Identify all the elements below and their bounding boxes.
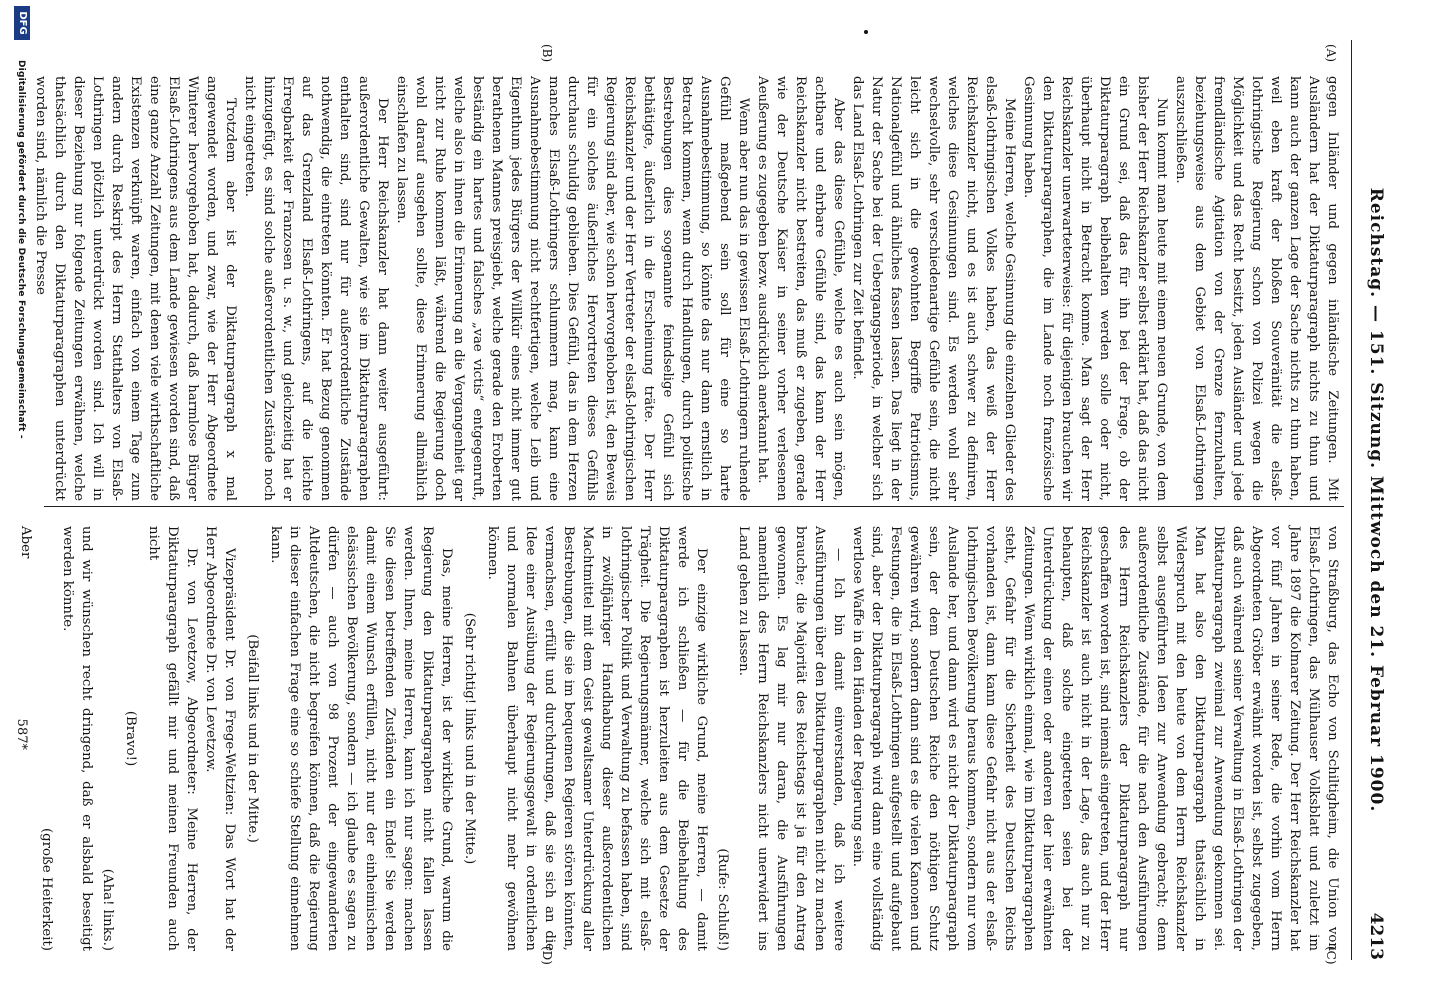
margin-marker-b: (B) xyxy=(540,44,554,63)
paragraph: von Straßburg, das Echo von Schiltigheim, die Union von Elsaß-Lothringen, das Mülhauser Volksblatt und zuletzt im Jahre 1897 die Kolmarer Zeitung. Der Herr Reichskanzler hat vor fünf Jahren in seiner Rede, die vorhin vom Herrn Abgeordneten Gröber erwähnt worden ist, selbst zugegeben, daß auch während seiner Verwaltung in Elsaß-Lothringen der Diktaturparagraph zweimal zur Anwendung gekommen sei. Man hat also den Diktaturparagraph thatsächlich in Widerspruch mit den heute von dem Herrn Reichskanzler selbst ausgeführten Ideen zur Anwendung gebracht; denn außerordentliche Zustände, für die nach den Ausführungen des Herrn Reichskanzlers der Diktaturparagraph nur geschaffen worden ist, sind niemals eingetreten, und der Herr Reichskanzler ist auch nicht in der Lage, das auch nur zu behaupten, daß solche eingetreten seien bei der Unterdrückung der einen oder anderen der hier erwähnten Zeitungen. Wenn wirklich einmal, wie im Diktaturparagraphen steht, Gefahr für die Sicherheit des Deutschen Reichs vorhanden ist, dann kann diese Gefahr nicht aus der elsaß-lothringischen Bevölkerung heraus kommen, sondern nur vom Auslande her, und dann wird es nicht der Diktaturparagraph sein, der dem Deutschen Reiche den nöthigen Schutz gewähren wird, sondern dann sind es die vielen Kanonen und Festungen, die in Elsaß-Lothringen aufgestellt und aufgebaut sind, aber der Diktaturparagraph wird dann eine vollständig wertlose Waffe in den Händen der Regierung sein. xyxy=(850,526,1340,951)
paragraph: (große Heiterkeit) xyxy=(39,827,54,951)
paragraph: — Ich bin damit einverstanden, daß ich weitere Ausführungen über den Diktaturparagraphen nicht zu machen brauche; die Majorität des Reichstags ist ja für den Antrag gewonnen. Es lag mir nur daran, die Ausführungen namentlich des Herrn Reichskanzlers nicht unerwidert ins Land gehen zu lassen. xyxy=(736,526,846,951)
paragraph: Das, meine Herren, ist der wirkliche Grund, warum die Regierung den Diktaturparagraphen nicht fallen lassen werden. Ihnen, meine Herren, kann ich nur sagen: machen Sie diesen betreffenden Zuständen ein Ende! Sie werden damit einem Wunsch erfüllen, nicht nur der einheimischen elsässischen Bevölkerung, sondern — ich glaube es sagen zu dürfen — auch von 98 Prozent der eingewanderten Altdeutschen, die nicht begreifen können, daß die Regierung in dieser einfachen Frage eine so schiefe Stellung einnehmen kann. xyxy=(268,526,454,951)
column-rule xyxy=(44,506,1344,507)
paragraph: Der einzige wirkliche Grund, meine Herren, — damit werde ich schließen — für die Beibehaltung des Diktaturparagraphen ist herzuleiten aus dem Gesetze der Trägheit. Die Regierungsmänner, welche sich mit elsaß-lothringischer Politik und Verwaltung zu befassen haben, sind in zwölfjähriger Handhabung dieser außerordentlichen Machtmittel mit dem Geist gewaltsamer Unterdrückung aller Bestrebungen, die sie im bequemen Regieren stören könnten, vermachsen, erfüllt und durchdrungen, daß sie sich an die Idee einer Ausübung der Regierungsgewalt in ordentlichen und normalen Bahnen überhaupt nicht mehr gewöhnen können. xyxy=(485,526,709,951)
paragraph: und wir wünschen recht dringend, daß er alsbald beseitigt werden könnte. xyxy=(60,526,94,951)
right-column xyxy=(16,526,1342,951)
paragraph: gegen Inländer und gegen inländische Zeitungen. Mit Ausländern hat der Diktaturparagraph nichts zu thun und kann auch der ganzen Lage der Sache nichts zu thun haben, weil eben kraft der bloßen Souveränität die elsaß-lothringische Regierung schon von Polizei wegen die Möglichkeit und das Recht besitzt, jeden Ausländer und jede fremdländische Agitation von der Grenze fernzuhalten, beziehungsweise aus dem Gebiet von Elsaß-Lothringen auszuschließen. xyxy=(1173,76,1340,501)
paragraph: Trotzdem aber ist der Diktaturparagraph x mal angewendet worden, und zwar, wie der Herr Abgeordnete Winterer hervorgehoben hat, dadurch, daß harmlose Bürger Elsaß-Lothringens aus dem Lande gewiesen worden sind, daß eine ganze Anzahl Zeitungen, mit denen viele wirthschaftliche Existenzen verknüpft waren, einfach von einem Tage zum andern durch Reskript des Herrn Statthalters von Elsaß-Lothringen plötzlich unterdrückt worden sind. Ich will in dieser Beziehung nur folgende Zeitungen erwähnen, welche thatsächlich durch den Diktaturparagraphen unterdrückt worden sind, nämlich die Presse xyxy=(33,76,238,501)
paragraph: Der Herr Reichskanzler hat dann weiter ausgeführt: außerordentliche Gewalten, wie sie im Diktaturparagraphen enthalten sind, sind nur für außerordentliche Zustände nothwendig, die eintreten könnten. Er hat Bezug genommen auf das Grenzland Elsaß-Lothringens, auf die leichte Erregbarkeit der Franzosen u. s. w., und gleichzeitig hat er hinzugefügt, es sind solche außerordentlichen Zustände noch nicht eingetreten. xyxy=(242,76,390,501)
paragraph: Meine Herren, welche Gesinnung die einzelnen Glieder des elsaß-lothringischen Volkes haben, das weiß der Herr Reichskanzler nicht, und es ist auch schwer zu definiren, welches diese Gesinnungen sind. Es werden wohl sehr wechselvolle, sehr verschiedenartige Gefühle sein, die nicht leicht sich in die gewohnten Begriffe Patriotismus, Nationalgefühl und ähnliches fassen lassen. Das liegt in der Natur der Sache bei der Uebergangsperiode, in welcher sich das Land Elsaß-Lothringen zur Zeit befindet. xyxy=(850,76,1017,501)
paragraph: (Rufe: Schluß!) xyxy=(715,848,730,951)
left-column xyxy=(31,76,1342,501)
running-title: Reichstag. — 151. Sitzung. Mittwoch den 21. Februar 1900. xyxy=(1366,187,1386,813)
dfg-logo: DFG xyxy=(14,6,30,40)
paragraph: Nun kommt man heute mit einem neuen Grunde, von dem bisher der Herr Reichskanzler selbst erklärt hat, daß das nicht ein Grund sei, daß das für ihn bei der Frage, ob der Diktaturparagraph beibehalten werden solle oder nicht, überhaupt nicht in Betracht komme. Man sagt der Herr Reichskanzler unerwarteterweise: für diejenigen brauchen wir den Diktaturparagraphen, die im Lande noch französische Gesinnung haben. xyxy=(1021,76,1169,501)
paragraph: Aber das diese Gefühle, welche es auch sein mögen, achtbare und ehrbare Gefühle sind, das kann der Herr Reichskanzler nicht bestreiten, das muß er zugeben, gerade wie der Deutsche Kaiser in seiner vorher verlesenen Aeußerung es zugegeben bezw. ausdrücklich anerkannt hat. xyxy=(755,76,846,501)
margin-marker-a: (A) xyxy=(1324,44,1338,63)
margin-marker-c: (C) xyxy=(1324,946,1338,965)
signature-mark: 587* xyxy=(14,718,29,750)
margin-marker-d: (D) xyxy=(540,946,554,965)
paragraph: Wenn aber nun das in gewissen Elsaß-Lothringern ruhende Gefühl maßgebend sein soll für eine so harte Ausnahmebestimmung, so könnte das nur dann ernstlich in Betracht kommen, wenn durch Handlungen, durch politische Bestrebungen dies sogenannte feindselige Gefühl sich bethätigte, äußerlich in die Erscheinung träte. Der Herr Reichskanzler und der Herr Vertreter der elsaß-lothringischen Regierung sind aber, wie schon hervorgehoben ist, den Beweis für ein solches äußerliches Hervortreten dieses Gefühls durchaus schuldig geblieben. Dies Gefühl, das in dem Herzen manches Elsaß-Lothringers schlummern mag, kann eine Ausnahmebestimmung nicht rechtfertigen, welche Leib und Eigenthum jedes Bürgers der Willkür eines nicht immer gut berathenen Mannes preisgiebt, welche gerade den Eroberten beständig ein hartes und falsches „vae victis“ entgegenruft, welche also in ihnen die Erinnerung an die Vergangenheit gar nicht zur Ruhe kommen läßt, während die Regierung doch wohl darauf ausgehen sollte, diese Erinnerung allmählich einschlafen zu lassen. xyxy=(394,76,751,501)
paragraph: (Beifall links und in der Mitte.) xyxy=(245,634,260,843)
digitization-note: Digitalisierung gefördert durch die Deutsche Forschungsgemeinschaft - xyxy=(16,60,26,439)
ink-dot xyxy=(864,30,868,34)
page-header xyxy=(1358,40,1386,960)
header-rule xyxy=(1351,40,1352,960)
paragraph: Aber xyxy=(18,526,33,559)
paragraph: Dr. von Levetzow, Abgeordneter: Meine Herren, der Diktaturparagraph gefällt mir und meinen Freunden auch nicht xyxy=(146,526,199,951)
paragraph: (Bravo!) xyxy=(123,710,138,767)
page-number: 4213 xyxy=(1366,912,1386,960)
paragraph: (Sehr richtig! links und in der Mitte.) xyxy=(462,612,477,865)
paragraph: Vizepräsident Dr. von Frege-Weltzien: Das Wort hat der Herr Abgeordnete Dr. von Levetzow. xyxy=(203,526,237,951)
paragraph: (Aha! links.) xyxy=(100,868,115,951)
